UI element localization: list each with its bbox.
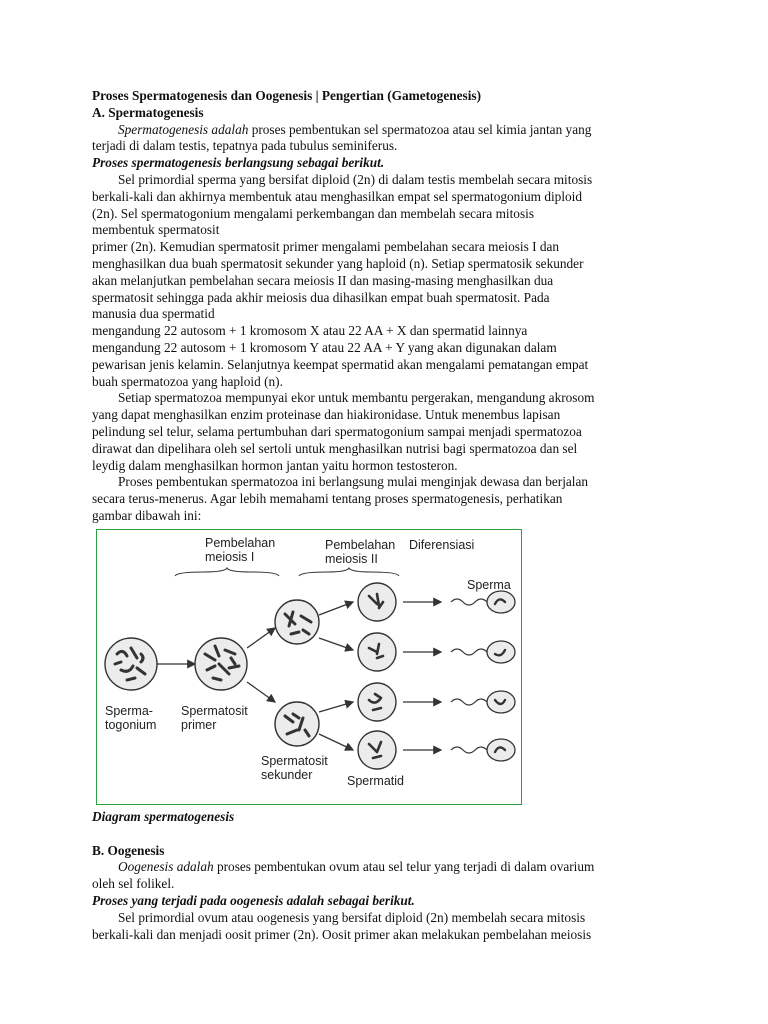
sperm-cell [451,691,515,713]
paragraph-line: Setiap spermatozoa mempunyai ekor untuk membantu pergerakan, mengandung akrosom [118,390,595,406]
section-a-subheading: Proses spermatogenesis berlangsung sebagai berikut. [92,155,385,171]
spacer [92,826,678,843]
definition-line: terjadi di dalam testis, tepatnya pada tubulus seminiferus. [92,138,398,154]
label-spermatid: Spermatid [347,773,404,788]
paragraph-line: leydig dalam menghasilkan hormon jantan yaitu hormon testosteron. [92,457,458,473]
paragraph-line: Sel primordial ovum atau oogenesis yang bersifat diploid (2n) membelah secara mitosis [118,909,586,925]
paragraph-line: spermatosit sehingga pada akhir meiosis dua dihasilkan empat buah spermatosit. Pada [92,289,550,305]
paragraph-line: mengandung 22 autosom + 1 kromosom Y atau 22 AA + Y yang akan digunakan dalam [92,339,557,355]
label-diferensiasi: Diferensiasi [409,537,475,552]
sperm-cell [451,591,515,613]
label-line: Spermatosit [261,753,328,768]
paragraph-line: akan melanjutkan pembelahan secara meiosis II dan masing-masing menghasilkan dua [92,272,554,288]
label-line: Pembelahan [205,535,276,550]
arrow [319,602,353,615]
label-line: togonium [105,717,157,732]
paragraph-line: Sel primordial sperma yang bersifat diploid (2n) di dalam testis membelah secara mitosis [118,171,593,187]
label-line: Spermatosit [181,703,248,718]
spermatogenesis-diagram [96,529,522,805]
section-a-definition [92,122,678,139]
definition-text: proses pembentukan ovum atau sel telur yang terjadi di dalam ovarium [213,859,595,875]
brace-meiosis-2 [299,568,399,576]
paragraph-line: pelindung sel telur, selama pertumbuhan dari spermatogonium sampai menjadi spermatozoa [92,423,582,439]
section-b-subheading: Proses yang terjadi pada oogenesis adalah sebagai berikut. [92,892,415,908]
arrow [319,734,353,750]
arrow [319,638,353,650]
paragraph-line: gambar dibawah ini: [92,507,202,523]
brace-meiosis-1 [175,568,279,576]
paragraph-line: mengandung 22 autosom + 1 kromosom X atau 22 AA + X dan spermatid lainnya [92,323,528,339]
paragraph-line: membentuk spermatosit [92,222,220,238]
paragraph-line: primer (2n). Kemudian spermatosit primer mengalami pembelahan secara meiosis I dan [92,239,560,255]
label-spermatosit-sekunder [261,754,328,782]
diagram-caption: Diagram spermatogenesis [92,808,235,824]
primary-spermatocyte-cell [195,638,247,690]
paragraph-line: yang dapat menghasilkan enzim proteinase dan hiakironidase. Untuk menembus lapisan [92,407,561,423]
paragraph-line: secara terus-menerus. Agar lebih memahami tentang proses spermatogenesis, perhatikan [92,491,563,507]
paragraph-line: berkali-kali dan akhirnya membentuk atau menghasilkan empat sel spermatogonium diploid [92,188,583,204]
paragraph-line: dirawat dan dipelihara oleh sel sertoli untuk menghasilkan nutrisi bagi spermatozoa dan sel [92,440,578,456]
spermatid-cell [358,683,396,721]
arrow [247,682,275,702]
section-b-heading: B. Oogenesis [92,842,165,858]
paragraph-line: manusia dua spermatid [92,306,215,322]
label-spermatogonium [105,704,156,732]
paragraph-line: menghasilkan dua buah spermatosit sekunder yang haploid (n). Setiap spermatosik sekunder [92,255,584,271]
label-line: meiosis II [325,551,378,566]
spermatid-cell [358,583,396,621]
secondary-spermatocyte-cell [275,702,319,746]
label-line: sekunder [261,767,313,782]
paragraph-line: (2n). Sel spermatogonium mengalami perkembangan dan membelah secara mitosis [92,205,534,221]
label-line: meiosis I [205,549,255,564]
definition-line: oleh sel folikel. [92,876,175,892]
definition-text: proses pembentukan sel spermatozoa atau sel kimia jantan yang [248,121,592,137]
label-meiosis-1 [205,536,275,564]
label-line: Pembelahan [325,537,396,552]
paragraph-line: berkali-kali dan menjadi oosit primer (2n). Oosit primer akan melakukan pembelahan meiosis [92,926,592,942]
document-page [92,88,678,943]
paragraph-line: Proses pembentukan spermatozoa ini berlangsung mulai menginjak dewasa dan berjalan [118,474,589,490]
label-line: primer [181,717,217,732]
arrow [319,702,353,712]
definition-term: Spermatogenesis adalah [118,121,249,137]
label-meiosis-2 [325,538,395,566]
label-line: Sperma- [105,703,153,718]
spermatid-cell [358,633,396,671]
paragraph-line: buah spermatozoa yang haploid (n). [92,373,283,389]
definition-term: Oogenesis adalah [118,859,214,875]
arrow [247,628,275,648]
paragraph-line: pewarisan jenis kelamin. Selanjutnya keempat spermatid akan mengalami pematangan empat [92,356,589,372]
secondary-spermatocyte-cell [275,600,319,644]
section-a-heading: A. Spermatogenesis [92,104,204,120]
sperm-cell [451,641,515,663]
spermatid-cell [358,731,396,769]
document-title: Proses Spermatogenesis dan Oogenesis | Pengertian (Gametogenesis) [92,88,481,103]
section-b-definition [92,859,678,876]
sperm-cell [451,739,515,761]
spermatogonium-cell [105,638,157,690]
label-sperma: Sperma [467,577,511,592]
label-spermatosit-primer [181,704,248,732]
